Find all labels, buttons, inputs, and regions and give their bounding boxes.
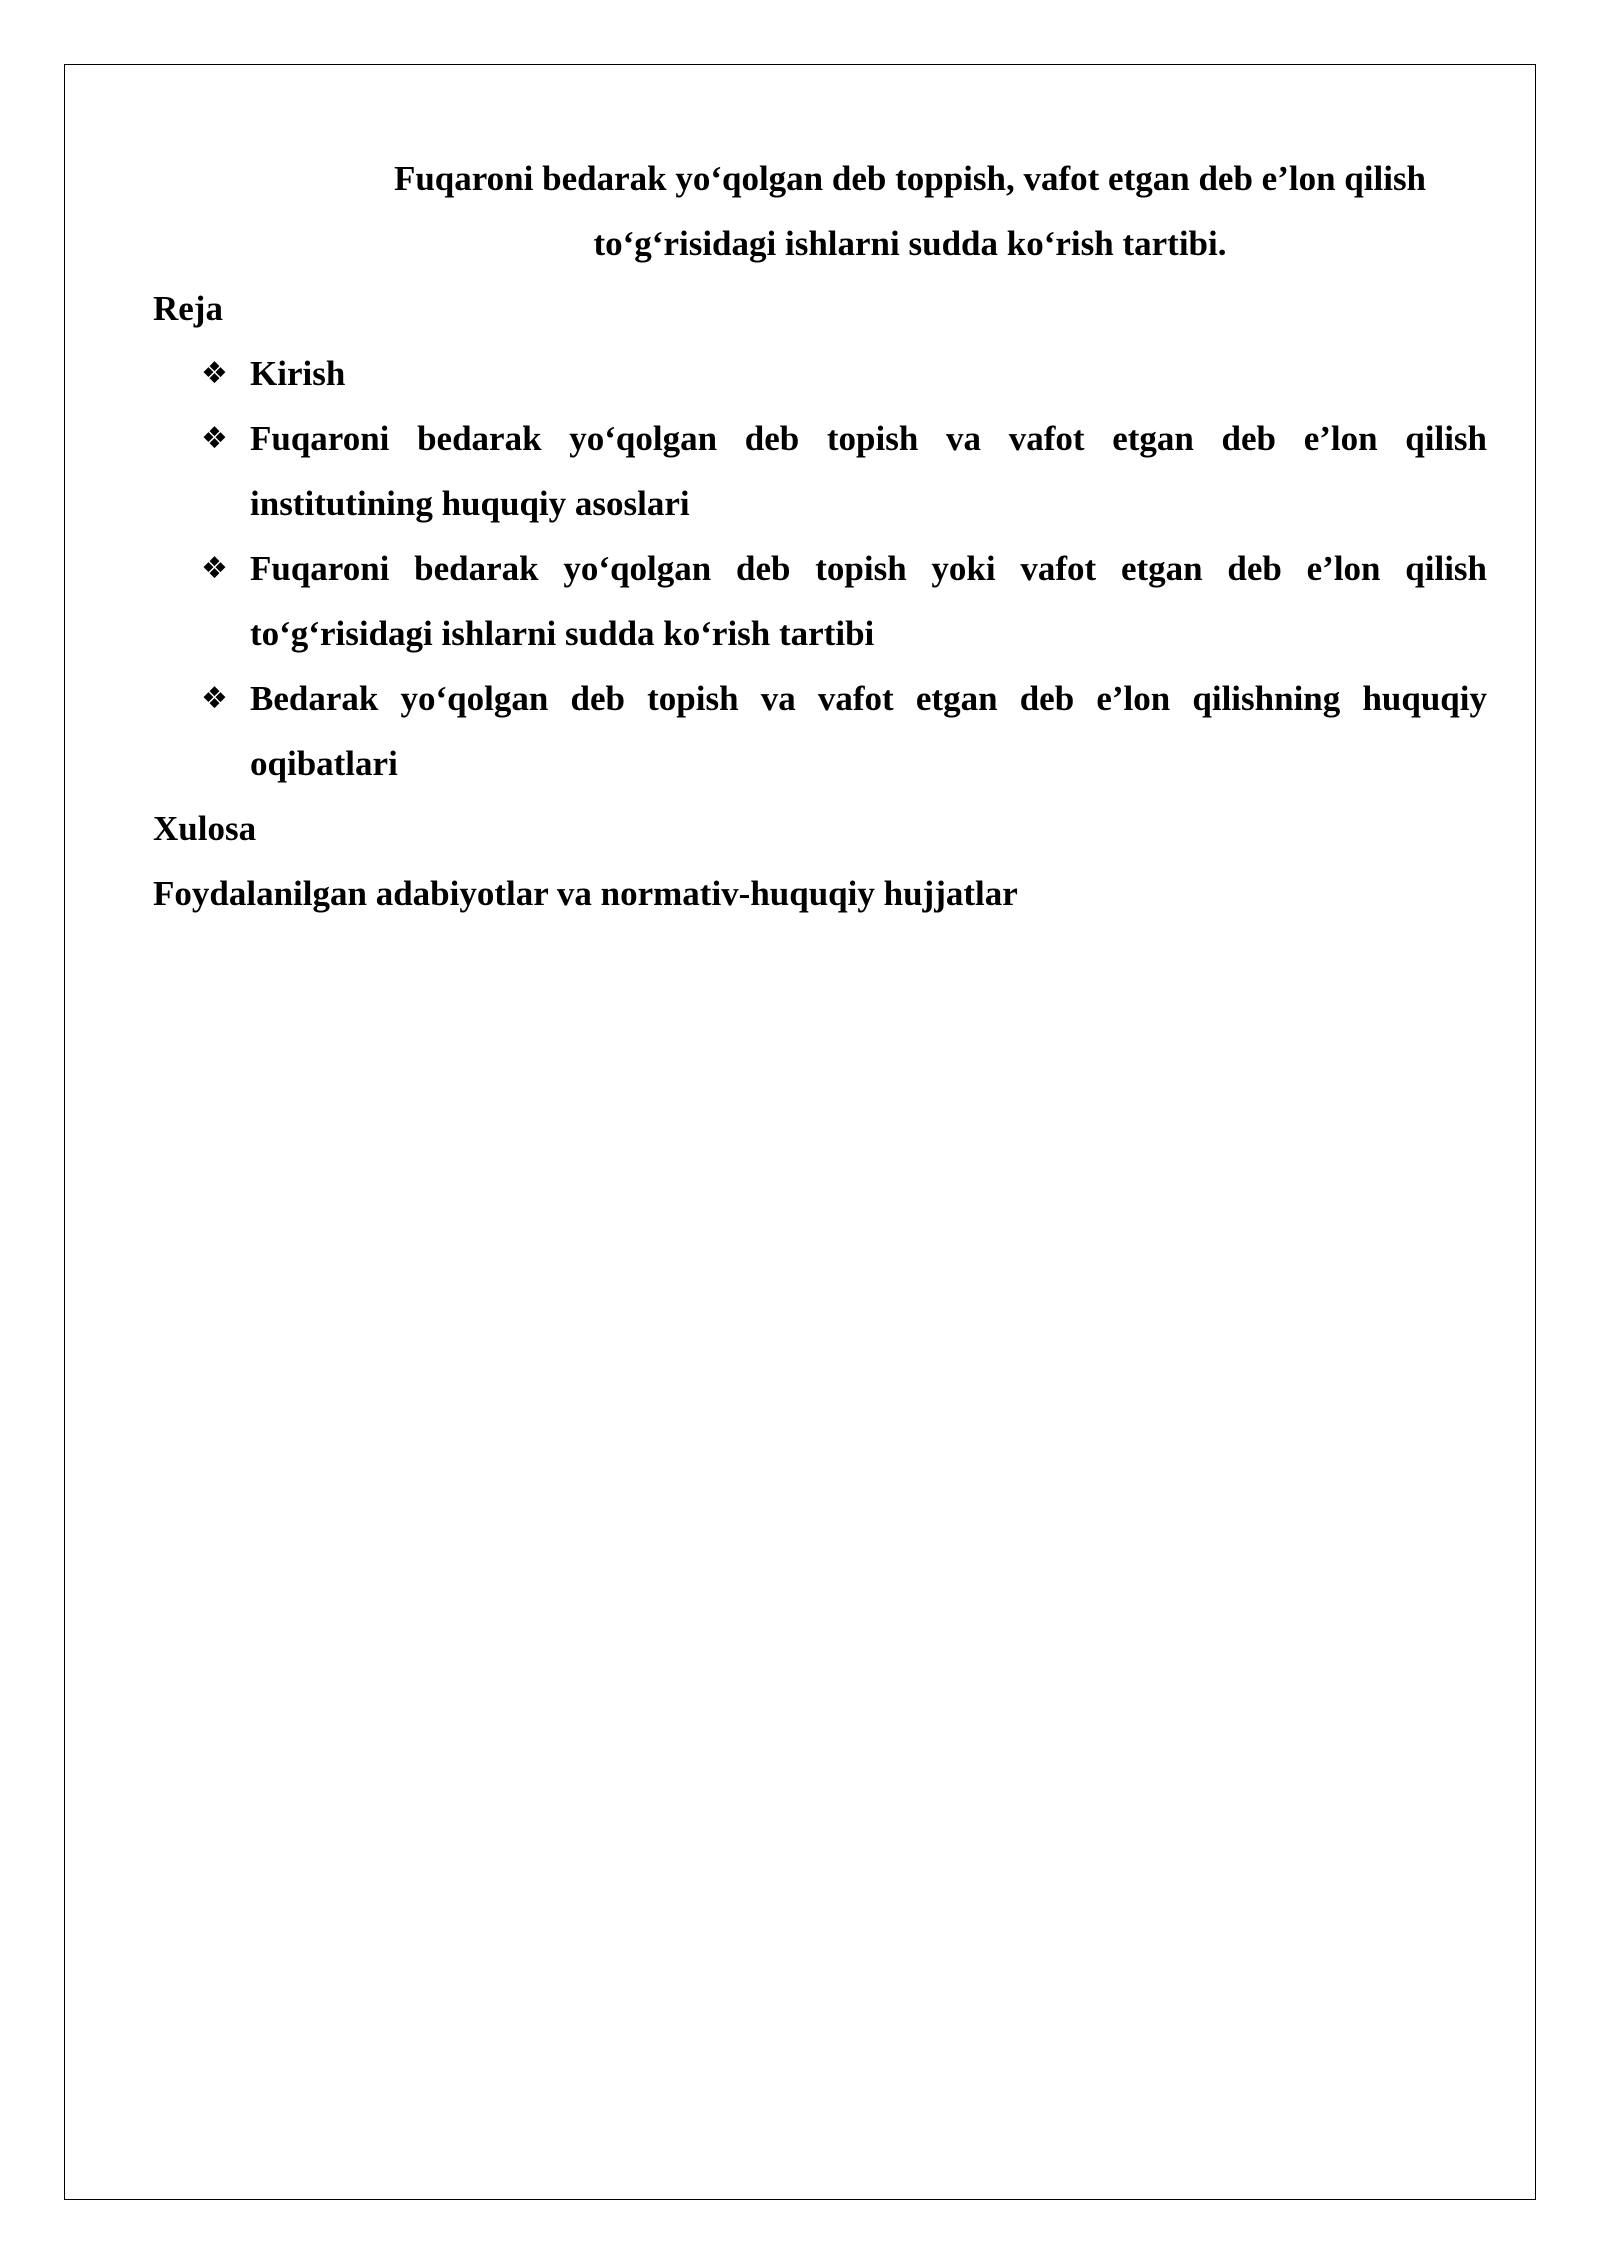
plan-list [153,341,1487,796]
title-line-2: to‘g‘risidagi ishlarni sudda ko‘rish tartibi. [593,224,1227,263]
references-heading: Foydalanilgan adabiyotlar va normativ-huquqiy hujjatlar [153,874,1018,913]
plan-item-label: Fuqaroni bedarak yo‘qolgan deb topish va vafot etgan deb e’lon qilish institutining huquqiy asoslari [250,419,1487,523]
diamond-bullet-icon: ❖ [201,356,228,391]
plan-item-legal-basis [153,406,1487,536]
plan-item-introduction [153,341,1487,406]
conclusion-heading: Xulosa [153,809,257,848]
title-line-1: Fuqaroni bedarak yo‘qolgan deb toppish, vafot etgan deb e’lon qilish [393,159,1427,198]
plan-item-legal-consequences [153,666,1487,796]
plan-heading: Reja [153,289,223,328]
plan-item-label: Bedarak yo‘qolgan deb topish va vafot etgan deb e’lon qilishning huquqiy oqibatlari [250,679,1487,783]
document-body [153,146,1487,926]
plan-item-court-procedure [153,536,1487,666]
diamond-bullet-icon: ❖ [201,681,228,716]
plan-item-label: Kirish [250,354,346,393]
diamond-bullet-icon: ❖ [201,421,228,456]
diamond-bullet-icon: ❖ [201,551,228,586]
plan-item-label: Fuqaroni bedarak yo‘qolgan deb topish yoki vafot etgan deb e’lon qilish to‘g‘risidagi ishlarni sudda ko‘rish tartibi [250,549,1487,653]
document-title [153,146,1487,276]
